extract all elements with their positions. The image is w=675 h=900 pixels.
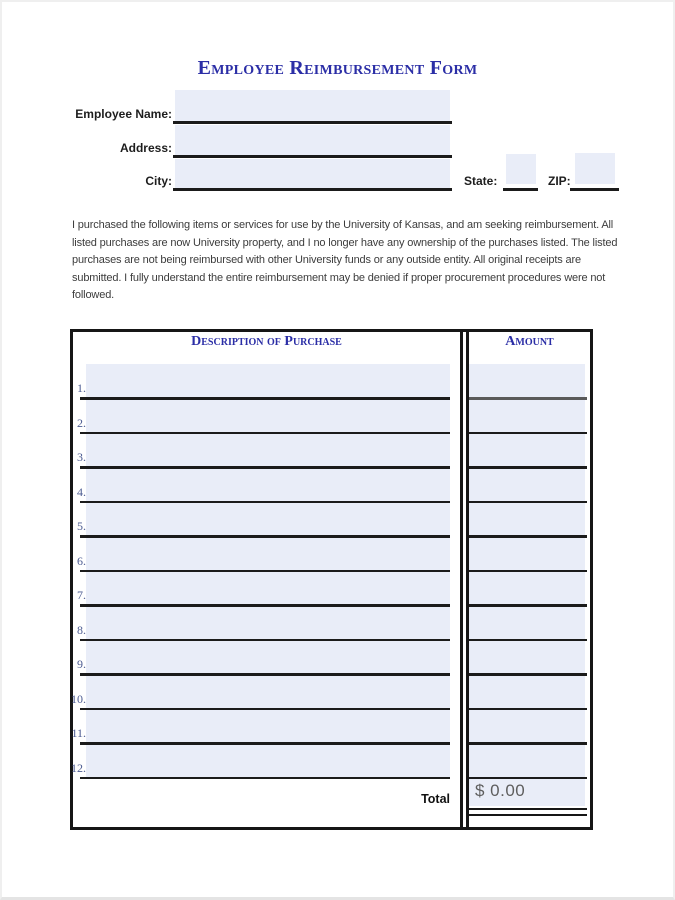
row-number: 8. bbox=[77, 622, 86, 637]
declaration-text: I purchased the following items or services for use by the University of Kansas, and am seeking reimbursement. All listed purchases are now University property, and I no longer have any ownership of the purchases listed. The listed purchases are not being reimbursed with other University funds or any outside entity. All original receipts are submitted. I fully understand the entire reimbursement may be denied if proper procurement procedures were not followed. bbox=[72, 219, 618, 302]
total-label: Total bbox=[421, 792, 450, 806]
row-number: 2. bbox=[77, 415, 86, 430]
description-input[interactable] bbox=[86, 607, 450, 639]
city-input[interactable] bbox=[175, 159, 450, 188]
amount-input[interactable] bbox=[469, 434, 585, 466]
amount-input[interactable] bbox=[469, 676, 585, 708]
row-number: 5. bbox=[77, 519, 86, 533]
description-input[interactable] bbox=[86, 469, 450, 501]
state-input[interactable] bbox=[506, 154, 536, 184]
description-input[interactable] bbox=[86, 364, 450, 397]
state-label: State: bbox=[464, 174, 498, 188]
address-label: Address: bbox=[119, 141, 172, 155]
amount-input[interactable] bbox=[469, 400, 585, 432]
row-number: 6. bbox=[77, 553, 86, 568]
description-underline bbox=[80, 777, 450, 780]
employee-name-underline bbox=[173, 121, 452, 124]
amount-column-header: Amount bbox=[505, 334, 554, 349]
description-input[interactable] bbox=[86, 538, 450, 570]
amount-input[interactable] bbox=[469, 710, 585, 742]
purchase-table bbox=[70, 329, 593, 830]
address-input[interactable] bbox=[175, 125, 450, 155]
amount-input[interactable] bbox=[469, 503, 585, 535]
amount-input[interactable] bbox=[469, 364, 585, 397]
row-number: 12. bbox=[71, 760, 86, 775]
description-input[interactable] bbox=[86, 676, 450, 708]
row-number: 4. bbox=[77, 484, 86, 499]
row-number: 7. bbox=[77, 588, 86, 602]
employee-name-label: Employee Name: bbox=[75, 107, 172, 121]
description-column-header: Description of Purchase bbox=[191, 334, 342, 349]
amount-input[interactable] bbox=[469, 745, 585, 777]
description-input[interactable] bbox=[86, 710, 450, 742]
row-number: 9. bbox=[77, 657, 86, 671]
state-underline bbox=[503, 188, 538, 191]
amount-input[interactable] bbox=[469, 572, 585, 604]
description-input[interactable] bbox=[86, 400, 450, 432]
city-label: City: bbox=[145, 174, 172, 188]
row-number: 1. bbox=[77, 381, 86, 395]
city-underline bbox=[173, 188, 452, 191]
row-number: 10. bbox=[71, 691, 86, 706]
page-title: Employee Reimbursement Form bbox=[197, 57, 478, 79]
total-double-underline bbox=[469, 808, 587, 816]
zip-label: ZIP: bbox=[548, 174, 571, 188]
description-input[interactable] bbox=[86, 434, 450, 466]
description-input[interactable] bbox=[86, 641, 450, 673]
description-input[interactable] bbox=[86, 572, 450, 604]
amount-column bbox=[466, 332, 590, 827]
description-input[interactable] bbox=[86, 503, 450, 535]
address-underline bbox=[173, 155, 452, 158]
amount-input[interactable] bbox=[469, 469, 585, 501]
employee-name-input[interactable] bbox=[175, 90, 450, 121]
amount-input[interactable] bbox=[469, 538, 585, 570]
zip-underline bbox=[570, 188, 619, 191]
row-number: 11. bbox=[71, 726, 86, 740]
description-input[interactable] bbox=[86, 745, 450, 777]
description-column bbox=[73, 332, 463, 827]
row-number: 3. bbox=[77, 450, 86, 464]
amount-input[interactable] bbox=[469, 607, 585, 639]
amount-input[interactable] bbox=[469, 641, 585, 673]
zip-input[interactable] bbox=[575, 153, 615, 184]
total-amount-value: $ 0.00 bbox=[475, 781, 526, 800]
